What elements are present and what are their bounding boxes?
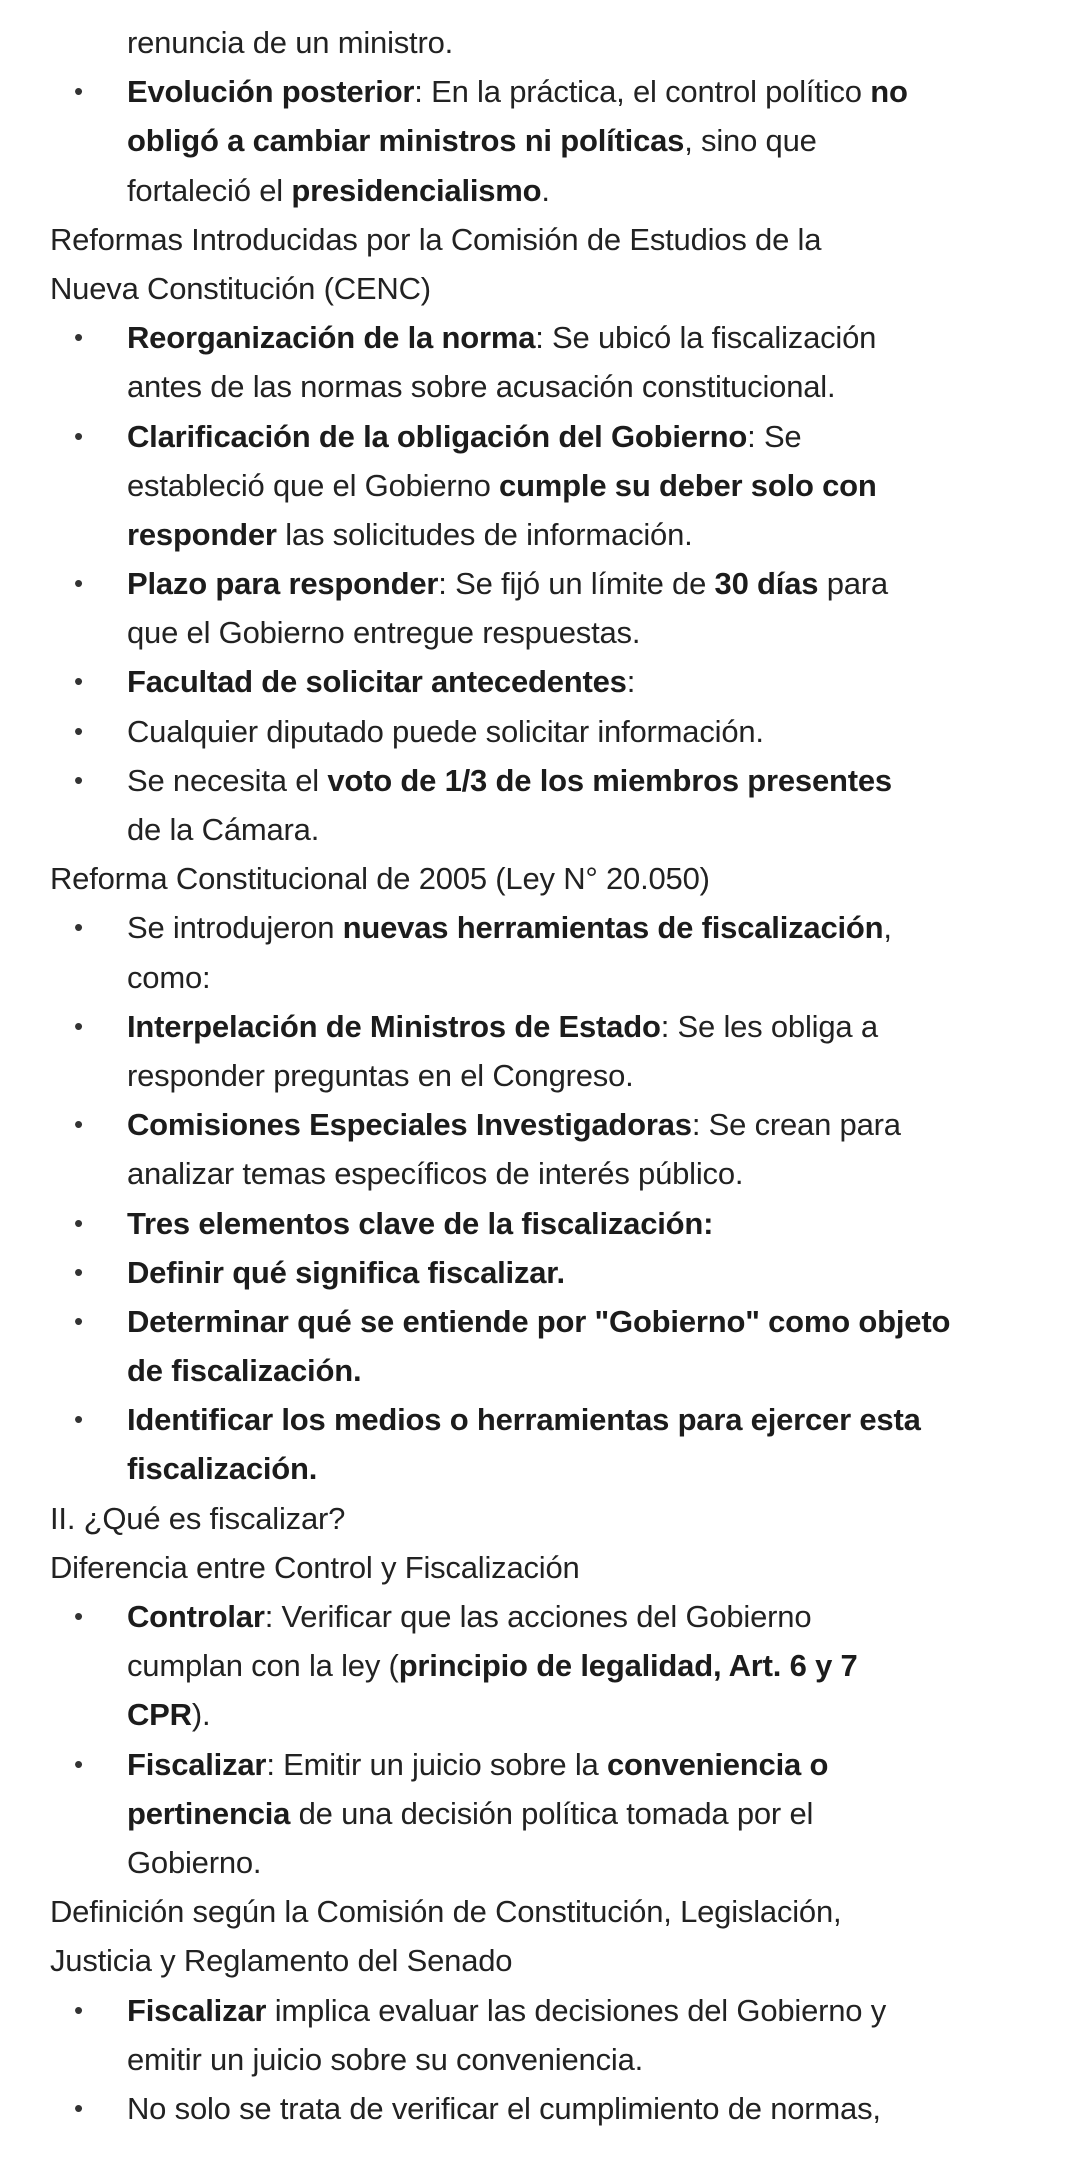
text-line	[0, 903, 1080, 952]
text-line	[0, 1444, 1080, 1493]
list-item	[0, 559, 1080, 657]
text-line	[0, 1740, 1080, 1789]
text: : Se fijó un límite de	[438, 566, 715, 602]
bullet-icon: •	[74, 1994, 83, 2025]
text-line	[0, 264, 1080, 313]
section-heading	[0, 1494, 1080, 1543]
list-item	[0, 1100, 1080, 1198]
text: .	[541, 172, 550, 208]
bold-text: principio de legalidad, Art. 6 y 7	[398, 1648, 858, 1684]
list-item	[0, 1986, 1080, 2084]
text: ).	[191, 1697, 211, 1733]
section-heading	[0, 1887, 1080, 1985]
text-line	[0, 166, 1080, 215]
bold-text: voto de 1/3 de los miembros presentes	[327, 762, 892, 798]
text: Cualquier diputado puede solicitar información.	[127, 713, 764, 749]
bold-text: Comisiones Especiales Investigadoras	[127, 1107, 692, 1143]
list-item	[0, 1297, 1080, 1395]
text-line	[0, 1887, 1080, 1936]
text-line	[0, 559, 1080, 608]
text: de la Cámara.	[127, 812, 320, 847]
text: Justicia y Reglamento del Senado	[50, 1943, 513, 1979]
section-heading	[0, 1543, 1080, 1592]
text-line	[0, 1395, 1080, 1444]
text-line	[0, 215, 1080, 264]
text-line	[0, 1838, 1080, 1887]
text-line	[0, 18, 1080, 67]
text: renuncia de un ministro.	[127, 25, 454, 60]
text-line	[0, 1149, 1080, 1198]
bold-text: fiscalización.	[127, 1451, 318, 1487]
list-item-continuation	[0, 18, 1080, 67]
bullet-icon: •	[74, 1207, 83, 1238]
text: No solo se trata de verificar el cumplimiento de normas,	[127, 2090, 881, 2126]
text: de una decisión política tomada por el	[290, 1795, 814, 1831]
text-line	[0, 1297, 1080, 1346]
text-line	[0, 313, 1080, 362]
text-line	[0, 67, 1080, 116]
text: : Se crean para	[691, 1107, 901, 1143]
bullet-icon: •	[74, 1256, 83, 1287]
text-line	[0, 412, 1080, 461]
list-item	[0, 707, 1080, 756]
text: ,	[883, 910, 892, 946]
text: Reforma Constitucional de 2005 (Ley N° 20.050)	[50, 861, 710, 897]
text-line	[0, 1199, 1080, 1248]
bold-text: Fiscalizar	[127, 1992, 267, 2028]
text: Reformas Introducidas por la Comisión de Estudios de la	[50, 221, 822, 257]
bold-text: obligó a cambiar ministros ni políticas	[127, 123, 685, 159]
bullet-icon: •	[74, 2092, 83, 2123]
text-line	[0, 953, 1080, 1002]
bold-text: 30 días	[714, 566, 819, 602]
bold-text: Evolución posterior	[127, 74, 415, 110]
text: para	[818, 566, 888, 602]
text: emitir un juicio sobre su conveniencia.	[127, 2041, 644, 2077]
text: Gobierno.	[127, 1844, 262, 1880]
text-line	[0, 1592, 1080, 1641]
bold-text: Reorganización de la norma	[127, 320, 536, 356]
text: : Se les obliga a	[660, 1008, 878, 1044]
text: antes de las normas sobre acusación constitucional.	[127, 369, 836, 405]
text: Nueva Constitución (CENC)	[50, 270, 431, 306]
bullet-icon: •	[74, 1601, 83, 1631]
bullet-icon: •	[74, 912, 83, 943]
list-item	[0, 313, 1080, 411]
text-line	[0, 756, 1080, 805]
list-item	[0, 1592, 1080, 1740]
list-item	[0, 756, 1080, 854]
list-item	[0, 1199, 1080, 1248]
bold-text: conveniencia o	[607, 1746, 829, 1782]
bullet-icon: •	[74, 322, 83, 353]
text: responder preguntas en el Congreso.	[127, 1057, 634, 1093]
text: que el Gobierno entregue respuestas.	[127, 615, 641, 651]
bullet-icon: •	[74, 568, 83, 599]
text-line	[0, 1690, 1080, 1739]
text-line	[0, 1051, 1080, 1100]
bold-text: nuevas herramientas de fiscalización	[342, 910, 884, 946]
text-line	[0, 1641, 1080, 1690]
bold-text: responder	[127, 516, 277, 552]
bold-text: pertinencia	[127, 1795, 291, 1831]
bold-text: Tres elementos clave de la fiscalización:	[127, 1205, 714, 1241]
bullet-icon: •	[74, 764, 83, 795]
text: : Verificar que las acciones del Gobierno	[264, 1599, 812, 1634]
text: Se introdujeron	[127, 910, 343, 946]
text: fortaleció el	[127, 172, 292, 208]
bold-text: Definir qué significa fiscalizar.	[127, 1254, 565, 1290]
list-item	[0, 1395, 1080, 1493]
text: : En la práctica, el control político	[414, 74, 871, 110]
text: , sino que	[684, 123, 817, 159]
section-heading	[0, 215, 1080, 313]
text-line	[0, 510, 1080, 559]
bold-text: presidencialismo	[291, 172, 542, 208]
bullet-icon: •	[74, 666, 83, 697]
text-line	[0, 707, 1080, 756]
text-line	[0, 1494, 1080, 1543]
text: analizar temas específicos de interés público.	[127, 1156, 744, 1192]
text: como:	[127, 959, 211, 995]
bold-text: Facultad de solicitar antecedentes	[127, 664, 627, 700]
text-line	[0, 657, 1080, 706]
text: estableció que el Gobierno	[127, 467, 500, 503]
section-heading	[0, 854, 1080, 903]
text: : Se ubicó la fiscalización	[535, 320, 877, 356]
bold-text: Controlar	[127, 1599, 265, 1634]
text-line	[0, 805, 1080, 854]
text: Se necesita el	[127, 762, 328, 798]
bullet-icon: •	[74, 1305, 83, 1336]
bold-text: CPR	[127, 1697, 192, 1733]
bullet-icon: •	[74, 420, 83, 451]
bullet-icon: •	[74, 715, 83, 746]
bold-text: Clarificación de la obligación del Gobierno	[127, 418, 748, 454]
bold-text: de fiscalización.	[127, 1353, 362, 1389]
bold-text: no	[870, 74, 908, 110]
text: : Emitir un juicio sobre la	[266, 1746, 608, 1782]
text-line	[0, 1100, 1080, 1149]
bold-text: cumple su deber solo con	[499, 467, 877, 503]
text-line	[0, 1789, 1080, 1838]
list-item	[0, 1248, 1080, 1297]
text: implica evaluar las decisiones del Gobierno y	[266, 1992, 887, 2028]
bold-text: Plazo para responder	[127, 566, 439, 602]
text-line	[0, 116, 1080, 165]
text: :	[626, 664, 636, 700]
text-line	[0, 461, 1080, 510]
text-line	[0, 362, 1080, 411]
text: cumplan con la ley (	[127, 1648, 399, 1684]
bullet-icon: •	[74, 76, 83, 107]
bullet-icon: •	[74, 1404, 83, 1435]
text: Diferencia entre Control y Fiscalización	[50, 1549, 580, 1585]
text-line	[0, 1248, 1080, 1297]
list-item	[0, 1002, 1080, 1100]
text-line	[0, 1002, 1080, 1051]
text-line	[0, 2035, 1080, 2084]
bold-text: Interpelación de Ministros de Estado	[127, 1008, 661, 1044]
text-line	[0, 1936, 1080, 1985]
bullet-icon: •	[74, 1010, 83, 1041]
text-line	[0, 2084, 1080, 2133]
list-item	[0, 1740, 1080, 1888]
bold-text: Identificar los medios o herramientas para ejercer esta	[127, 1402, 921, 1438]
text: las solicitudes de información.	[276, 516, 693, 552]
text: II. ¿Qué es fiscalizar?	[50, 1500, 346, 1536]
text-line	[0, 854, 1080, 903]
bold-text: Determinar qué se entiende por "Gobierno" como objeto	[127, 1303, 951, 1339]
list-item	[0, 657, 1080, 706]
list-item	[0, 2084, 1080, 2133]
bold-text: Fiscalizar	[127, 1746, 267, 1782]
bullet-icon: •	[74, 1109, 83, 1140]
text-line	[0, 1543, 1080, 1592]
list-item	[0, 412, 1080, 560]
text-line	[0, 1346, 1080, 1395]
text-line	[0, 608, 1080, 657]
bullet-icon: •	[74, 1748, 83, 1779]
text: : Se	[747, 418, 802, 454]
text: Definición según la Comisión de Constitución, Legislación,	[50, 1894, 842, 1930]
text-line	[0, 1986, 1080, 2035]
list-item	[0, 67, 1080, 215]
list-item	[0, 903, 1080, 1001]
